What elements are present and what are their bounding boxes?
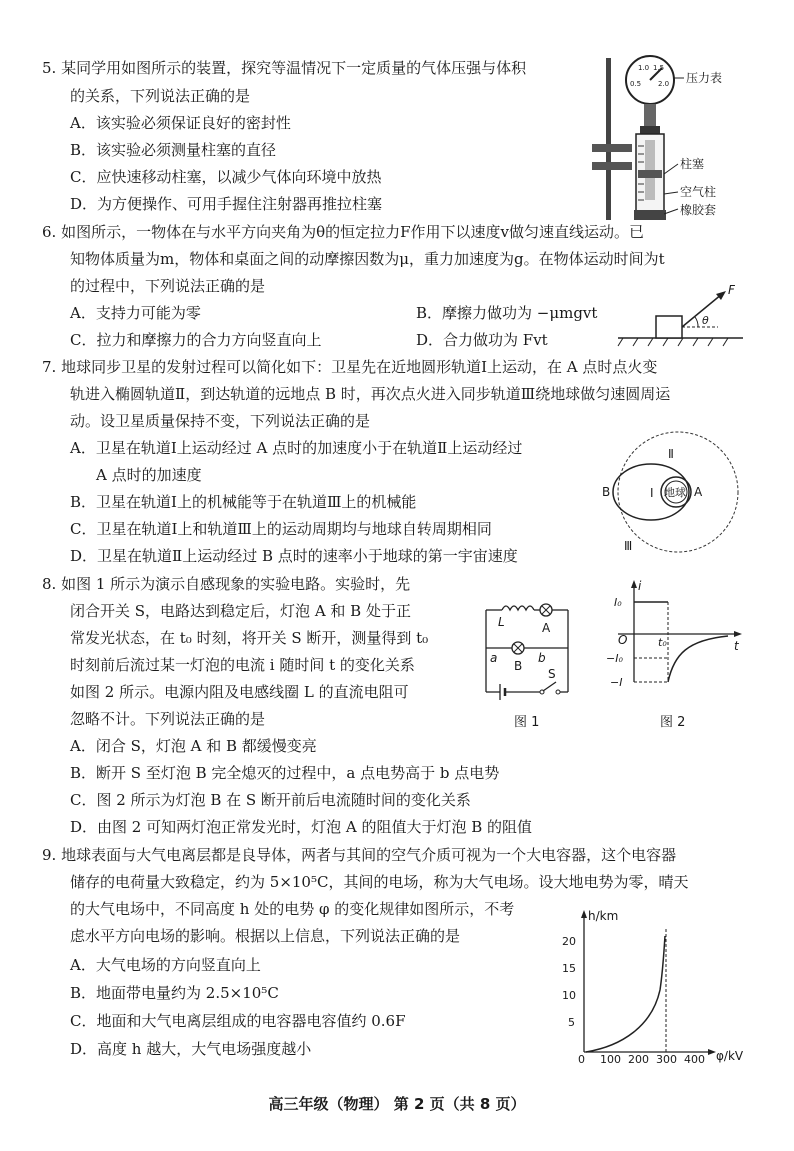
q5-option-c: C．应快速移动柱塞，以减少气体向环境中放热	[70, 168, 382, 186]
label-orbit-1: Ⅰ	[650, 486, 654, 500]
q5-option-a: A．该实验必须保证良好的密封性	[70, 114, 291, 132]
xtick-0: 0	[578, 1053, 585, 1066]
gauge-tick-3: 1.5	[653, 64, 665, 72]
label-orbit-2: Ⅱ	[668, 447, 674, 461]
q6-option-d: D．合力做功为 Fvt	[416, 331, 548, 349]
label-origin-O: O	[618, 633, 628, 647]
label-gauge: 压力表	[686, 71, 723, 85]
ytick-15: 15	[562, 962, 576, 975]
q7-stem-line3: 动。设卫星质量保持不变，下列说法正确的是	[70, 412, 371, 430]
q7-option-d: D．卫星在轨道Ⅱ上运动经过 B 点时的速率小于地球的第一宇宙速度	[70, 547, 518, 565]
label-force-F: F	[728, 283, 735, 297]
q7-option-a-line2: A 点时的加速度	[96, 466, 202, 484]
xtick-300: 300	[656, 1053, 677, 1066]
q9-option-c: C．地面和大气电离层组成的电容器电容值约 0.6F	[70, 1012, 406, 1030]
label-neg-I0: −I₀	[606, 652, 623, 665]
q5-stem-line1: 5. 某同学用如图所示的装置，探究等温情况下一定质量的气体压强与体积	[42, 59, 527, 77]
label-point-B: B	[602, 485, 611, 499]
label-neg-I: −I	[610, 676, 623, 689]
q8-stem-line2: 闭合开关 S，电路达到稳定后，灯泡 A 和 B 处于正	[70, 602, 411, 620]
label-I0: I₀	[614, 596, 622, 609]
caption-figure-2: 图 2	[660, 715, 686, 730]
label-node-a: a	[490, 651, 498, 665]
label-inductor-L: L	[498, 615, 505, 629]
q8-stem-line1: 8. 如图 1 所示为演示自感现象的实验电路。实验时，先	[42, 575, 411, 593]
label-earth: 地球	[664, 486, 686, 499]
ytick-20: 20	[562, 935, 576, 948]
q9-stem-line2: 储存的电荷量大致稳定，约为 5×10⁵C，其间的电场，称为大气电场。设大地电势为零，晴天	[70, 873, 689, 891]
q9-option-a: A．大气电场的方向竖直向上	[70, 956, 261, 974]
label-t0: t₀	[658, 636, 667, 649]
page-footer: 高三年级（物理） 第 2 页（共 8 页）	[268, 1095, 526, 1113]
label-orbit-3: Ⅲ	[624, 539, 633, 553]
xtick-200: 200	[628, 1053, 649, 1066]
q8-option-b: B．断开 S 至灯泡 B 完全熄灭的过程中，a 点电势高于 b 点电势	[70, 764, 500, 782]
xtick-100: 100	[600, 1053, 621, 1066]
caption-figure-1: 图 1	[514, 715, 540, 730]
q6-option-c: C．拉力和摩擦力的合力方向竖直向上	[70, 331, 322, 349]
q9-option-b: B．地面带电量约为 2.5×10⁵C	[70, 984, 279, 1002]
label-angle-theta: θ	[702, 314, 709, 327]
q9-stem-line3: 的大气电场中，不同高度 h 处的电势 φ 的变化规律如图所示，不考	[70, 900, 515, 918]
q6-option-a: A．支持力可能为零	[70, 304, 201, 322]
label-air-column: 空气柱	[680, 185, 717, 199]
ytick-10: 10	[562, 989, 576, 1002]
q9-option-d: D．高度 h 越大，大气电场强度越小	[70, 1040, 312, 1058]
q9-stem-line1: 9. 地球表面与大气电离层都是良导体，两者与其间的空气介质可视为一个大电容器，这个电容器	[42, 846, 677, 864]
q7-option-b: B．卫星在轨道Ⅰ上的机械能等于在轨道Ⅲ上的机械能	[70, 493, 417, 511]
q6-option-b: B．摩擦力做功为 −μmgvt	[416, 304, 598, 322]
q8-stem-line4: 时刻前后流过某一灯泡的电流 i 随时间 t 的变化关系	[70, 656, 415, 674]
q6-stem-line3: 的过程中，下列说法正确的是	[70, 277, 266, 295]
xtick-400: 400	[684, 1053, 705, 1066]
q7-option-c: C．卫星在轨道Ⅰ上和轨道Ⅲ上的运动周期均与地球自转周期相同	[70, 520, 492, 538]
gauge-tick-2: 1.0	[638, 64, 650, 72]
label-lamp-A: A	[542, 621, 551, 635]
q6-stem-line2: 知物体质量为m，物体和桌面之间的动摩擦因数为μ，重力加速度为g。在物体运动时间为t	[70, 250, 665, 268]
q8-option-c: C．图 2 所示为灯泡 B 在 S 断开前后电流随时间的变化关系	[70, 791, 471, 809]
q9-stem-line4: 虑水平方向电场的影响。根据以上信息，下列说法正确的是	[70, 927, 461, 945]
q8-stem-line6: 忽略不计。下列说法正确的是	[70, 710, 266, 728]
q7-stem-line2: 轨进入椭圆轨道Ⅱ，到达轨道的远地点 B 时，再次点火进入同步轨道Ⅲ绕地球做匀速圆周运	[70, 385, 671, 403]
q7-option-a-line1: A．卫星在轨道Ⅰ上运动经过 A 点时的加速度小于在轨道Ⅱ上运动经过	[70, 439, 523, 457]
gauge-tick-4: 2.0	[658, 80, 670, 88]
q8-stem-line3: 常发光状态，在 t₀ 时刻，将开关 S 断开，测量得到 t₀	[70, 629, 429, 647]
q8-option-a: A．闭合 S，灯泡 A 和 B 都缓慢变亮	[70, 737, 317, 755]
label-axis-t: t	[734, 639, 739, 653]
q5-stem-line2: 的关系，下列说法正确的是	[70, 87, 251, 105]
q5-option-b: B．该实验必须测量柱塞的直径	[70, 141, 277, 159]
label-rubber-cap: 橡胶套	[680, 203, 717, 217]
ytick-5: 5	[568, 1016, 575, 1029]
q5-option-d: D．为方便操作、可用手握住注射器再推拉柱塞	[70, 195, 383, 213]
label-axis-phi: φ/kV	[716, 1049, 744, 1063]
q6-stem-line1: 6. 如图所示，一物体在与水平方向夹角为θ的恒定拉力F作用下以速度v做匀速直线运动。已	[42, 223, 644, 241]
q8-stem-line5: 如图 2 所示。电源内阻及电感线圈 L 的直流电阻可	[70, 683, 409, 701]
gauge-tick-1: 0.5	[630, 80, 642, 88]
label-plunger: 柱塞	[680, 157, 705, 171]
label-lamp-B: B	[514, 659, 523, 673]
q7-stem-line1: 7. 地球同步卫星的发射过程可以简化如下：卫星先在近地圆形轨道Ⅰ上运动，在 A 点时点火变	[42, 358, 658, 376]
label-axis-h: h/km	[588, 909, 619, 923]
label-node-b: b	[538, 651, 546, 665]
label-point-A: A	[694, 485, 703, 499]
q8-option-d: D．由图 2 可知两灯泡正常发光时，灯泡 A 的阻值大于灯泡 B 的阻值	[70, 818, 533, 836]
label-axis-i: i	[638, 579, 642, 593]
label-switch-S: S	[548, 667, 556, 681]
